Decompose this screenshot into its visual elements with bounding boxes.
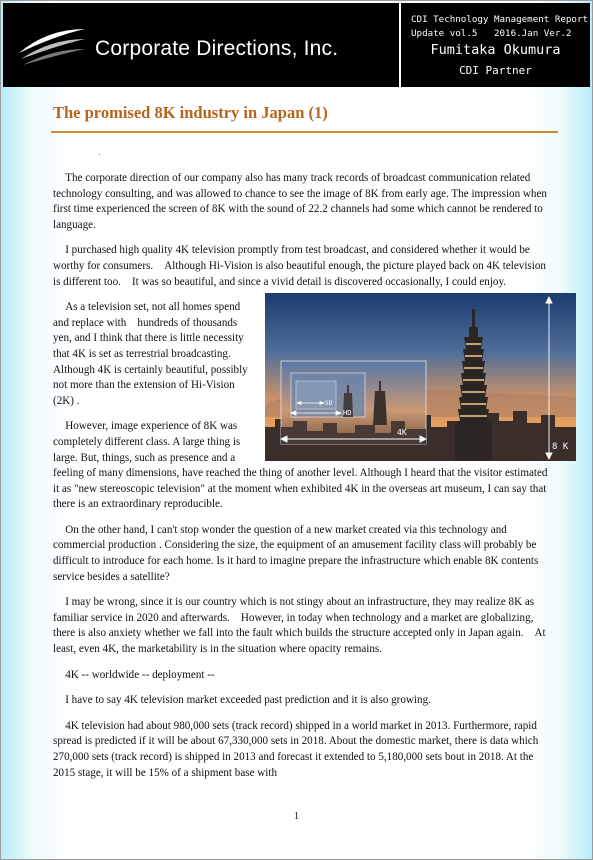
paragraph: I may be wrong, since it is our country which is not stingy about an infrastructure, they may realize 8K as familiar service in 2020 and afterwards. However, in today when technology and a market are globalizing, there is also anxiety whether we fall into the fault which builds the structure accepted only in Japan again. At least, even 4K, the marketability is in the situation where opacity remains. [53,596,546,656]
company-logo-icon [17,23,87,69]
label-8k: 8 K [552,442,569,453]
title-divider [51,131,558,133]
paragraph: On the other hand, I can't stop wonder the question of a new market created via this technology and commercial production . Considering the size, the equipment of an amusement facility class will probably be difficult to introduce for each home. Is it hard to imagine prepare the infrastructure which enable 8K contents service besides a satellite? [53,523,539,583]
paragraph: 4K television had about 980,000 sets (track record) shipped in a world market in 2013. Furthermore, rapid spread is predicted if it will be about 67,330,000 sets in 2018. About the domestic market, there is data which 270,000 sets (track record) is shipped in 2013 and forecast it extended to 5,180,000 sets bout in 2018. At the 2015 stage, it will be 15% of a shipment base with [53,719,539,779]
author-name: Fumitaka Okumura [430,42,561,58]
company-name: Corporate Directions, Inc. [95,37,339,60]
page-number: 1 [294,811,299,822]
label-sd: SD [325,400,333,408]
paragraph: The corporate direction of our company also has many track records of broadcast communication related technology consulting, and was allowed to chance to see the image of 8K from early age. The impression when first time experienced the screen of 8K with the sound of 22.2 channels had some which cannot be rendered to language. [53,172,547,231]
label-hd: HD [343,409,352,418]
report-info [401,3,590,87]
city-skyline-image [265,293,576,461]
decorative-dot [99,154,100,155]
article-body [53,171,569,791]
label-4k: 4K [397,428,407,438]
paragraph: I purchased high quality 4K television promptly from test broadcast, and considered whether it would be worthy for consumers. Although Hi-Vision is also beautiful enough, the picture played back on 4K television is different too. It was so beautiful, and since a vivid detail is discovered occasionally, I could enjoy. [53,244,546,288]
report-header [3,3,590,87]
resolution-comparison-figure [265,293,576,461]
paragraph: I have to say 4K television market exceeded past prediction and it is also growing. [65,694,431,707]
author-role: CDI Partner [459,64,532,77]
page-title: The promised 8K industry in Japan (1) [53,103,328,122]
report-title: CDI Technology Management Report [411,14,589,25]
paragraph: As a television set, not all homes spend and replace with hundreds of thousands yen, and I think that there is little necessity that 4K is set as terrestrial broadcasting. Although 4K is certainly beautiful, possibly not more than the extension of Hi-Vision (2K) . [53,301,248,407]
paragraph: However, image experience of 8K was completely different class. A large thing is large. But, things, such as presence and a feeling of many dimensions, have reached the thing of another level. Although I heard that the visitor estimated it as "new stereoscopic television" at the moment when exhibited 4K in the overseas art museum, I can say that there is an extraordinary reproducible. [53,420,548,511]
section-heading: 4K -- worldwide -- deployment -- [65,668,215,681]
report-version: Update vol.5 2016.Jan Ver.2 [411,28,572,39]
